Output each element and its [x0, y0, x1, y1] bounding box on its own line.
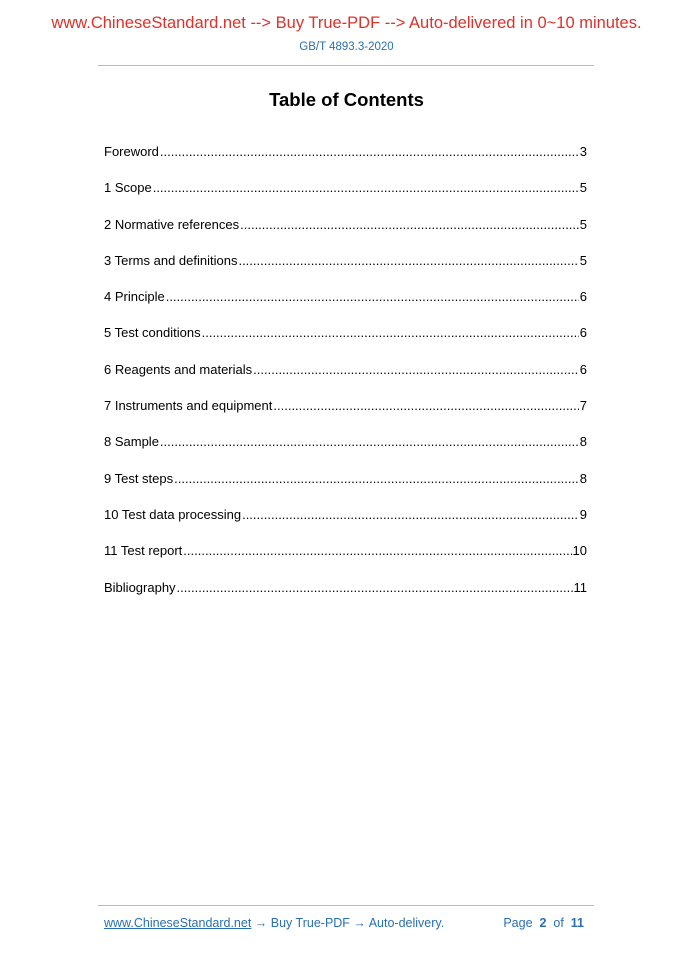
- toc-entry-label: Bibliography: [104, 579, 176, 595]
- toc-entry-page: 7: [579, 398, 587, 414]
- page-footer: [104, 916, 584, 930]
- toc-entry-page: 3: [579, 144, 587, 159]
- toc-entry-page: 5: [579, 180, 587, 196]
- toc-dot-leader: [240, 217, 579, 232]
- toc-dot-leader: [153, 180, 579, 195]
- toc-entry-normative-references[interactable]: [104, 217, 587, 253]
- toc-entry-label: 7 Instruments and equipment: [104, 398, 273, 414]
- toc-entry-bibliography[interactable]: [104, 580, 587, 616]
- toc-entry-page: 6: [579, 325, 587, 341]
- toc-dot-leader: [160, 144, 579, 159]
- page-title: Table of Contents: [269, 89, 424, 110]
- toc-entry-test-conditions[interactable]: [104, 325, 587, 361]
- page-current: 2: [539, 916, 547, 930]
- footer-promo: [104, 916, 444, 930]
- toc-entry-label: 11 Test report: [104, 543, 183, 559]
- toc-entry-page: 6: [579, 361, 587, 377]
- toc-dot-leader: [166, 289, 579, 304]
- toc-entry-page: 8: [579, 434, 587, 450]
- toc-entry-label: 5 Test conditions: [104, 325, 201, 341]
- footer-tagline: → Buy True-PDF → Auto-delivery.: [251, 916, 445, 930]
- toc-dot-leader: [253, 362, 579, 377]
- toc-entry-label: 3 Terms and definitions: [104, 252, 238, 268]
- page-total: 11: [570, 916, 584, 930]
- toc-entry-label: 10 Test data processing: [104, 506, 242, 522]
- toc-entry-test-steps[interactable]: [104, 471, 587, 507]
- toc-entry-page: 8: [579, 470, 587, 486]
- toc-entry-sample[interactable]: [104, 434, 587, 470]
- toc-dot-leader: [202, 325, 579, 340]
- footer-divider: [98, 905, 594, 906]
- toc-entry-foreword[interactable]: [104, 144, 587, 180]
- toc-entry-label: 9 Test steps: [104, 470, 174, 486]
- toc-entry-page: 10: [572, 543, 587, 559]
- toc-entry-scope[interactable]: [104, 180, 587, 216]
- footer-site-link[interactable]: www.ChineseStandard.net: [104, 916, 252, 930]
- toc-entry-instruments-and-equipment[interactable]: [104, 398, 587, 434]
- toc-dot-leader: [160, 434, 579, 449]
- toc-dot-leader: [273, 398, 578, 413]
- table-of-contents: [104, 144, 587, 616]
- toc-entry-label: 6 Reagents and materials: [104, 361, 253, 377]
- page-word: Page: [503, 916, 533, 930]
- page-indicator: [503, 916, 584, 930]
- toc-entry-test-data-processing[interactable]: [104, 507, 587, 543]
- toc-dot-leader: [174, 471, 579, 486]
- toc-entry-page: 11: [573, 579, 587, 595]
- of-word: of: [553, 916, 564, 930]
- header-divider: [98, 65, 594, 66]
- header-banner: www.ChineseStandard.net --> Buy True-PDF --> Auto-delivered in 0~10 minutes.: [51, 14, 642, 32]
- toc-entry-terms-and-definitions[interactable]: [104, 253, 587, 289]
- toc-entry-page: 6: [579, 289, 587, 305]
- standard-code: GB/T 4893.3-2020: [299, 41, 394, 53]
- toc-entry-label: 2 Normative references: [104, 216, 240, 232]
- toc-entry-label: 1 Scope: [104, 180, 152, 196]
- toc-entry-page: 5: [579, 252, 587, 268]
- toc-entry-reagents-and-materials[interactable]: [104, 362, 587, 398]
- toc-entry-label: 8 Sample: [104, 434, 159, 450]
- toc-entry-principle[interactable]: [104, 289, 587, 325]
- toc-dot-leader: [242, 507, 579, 522]
- toc-dot-leader: [183, 543, 571, 558]
- toc-entry-test-report[interactable]: [104, 543, 587, 579]
- toc-dot-leader: [238, 253, 578, 268]
- toc-entry-page: 5: [579, 216, 587, 232]
- toc-entry-page: 9: [579, 506, 587, 522]
- toc-entry-label: 4 Principle: [104, 289, 165, 305]
- toc-dot-leader: [177, 580, 573, 595]
- toc-entry-label: Foreword: [104, 144, 159, 159]
